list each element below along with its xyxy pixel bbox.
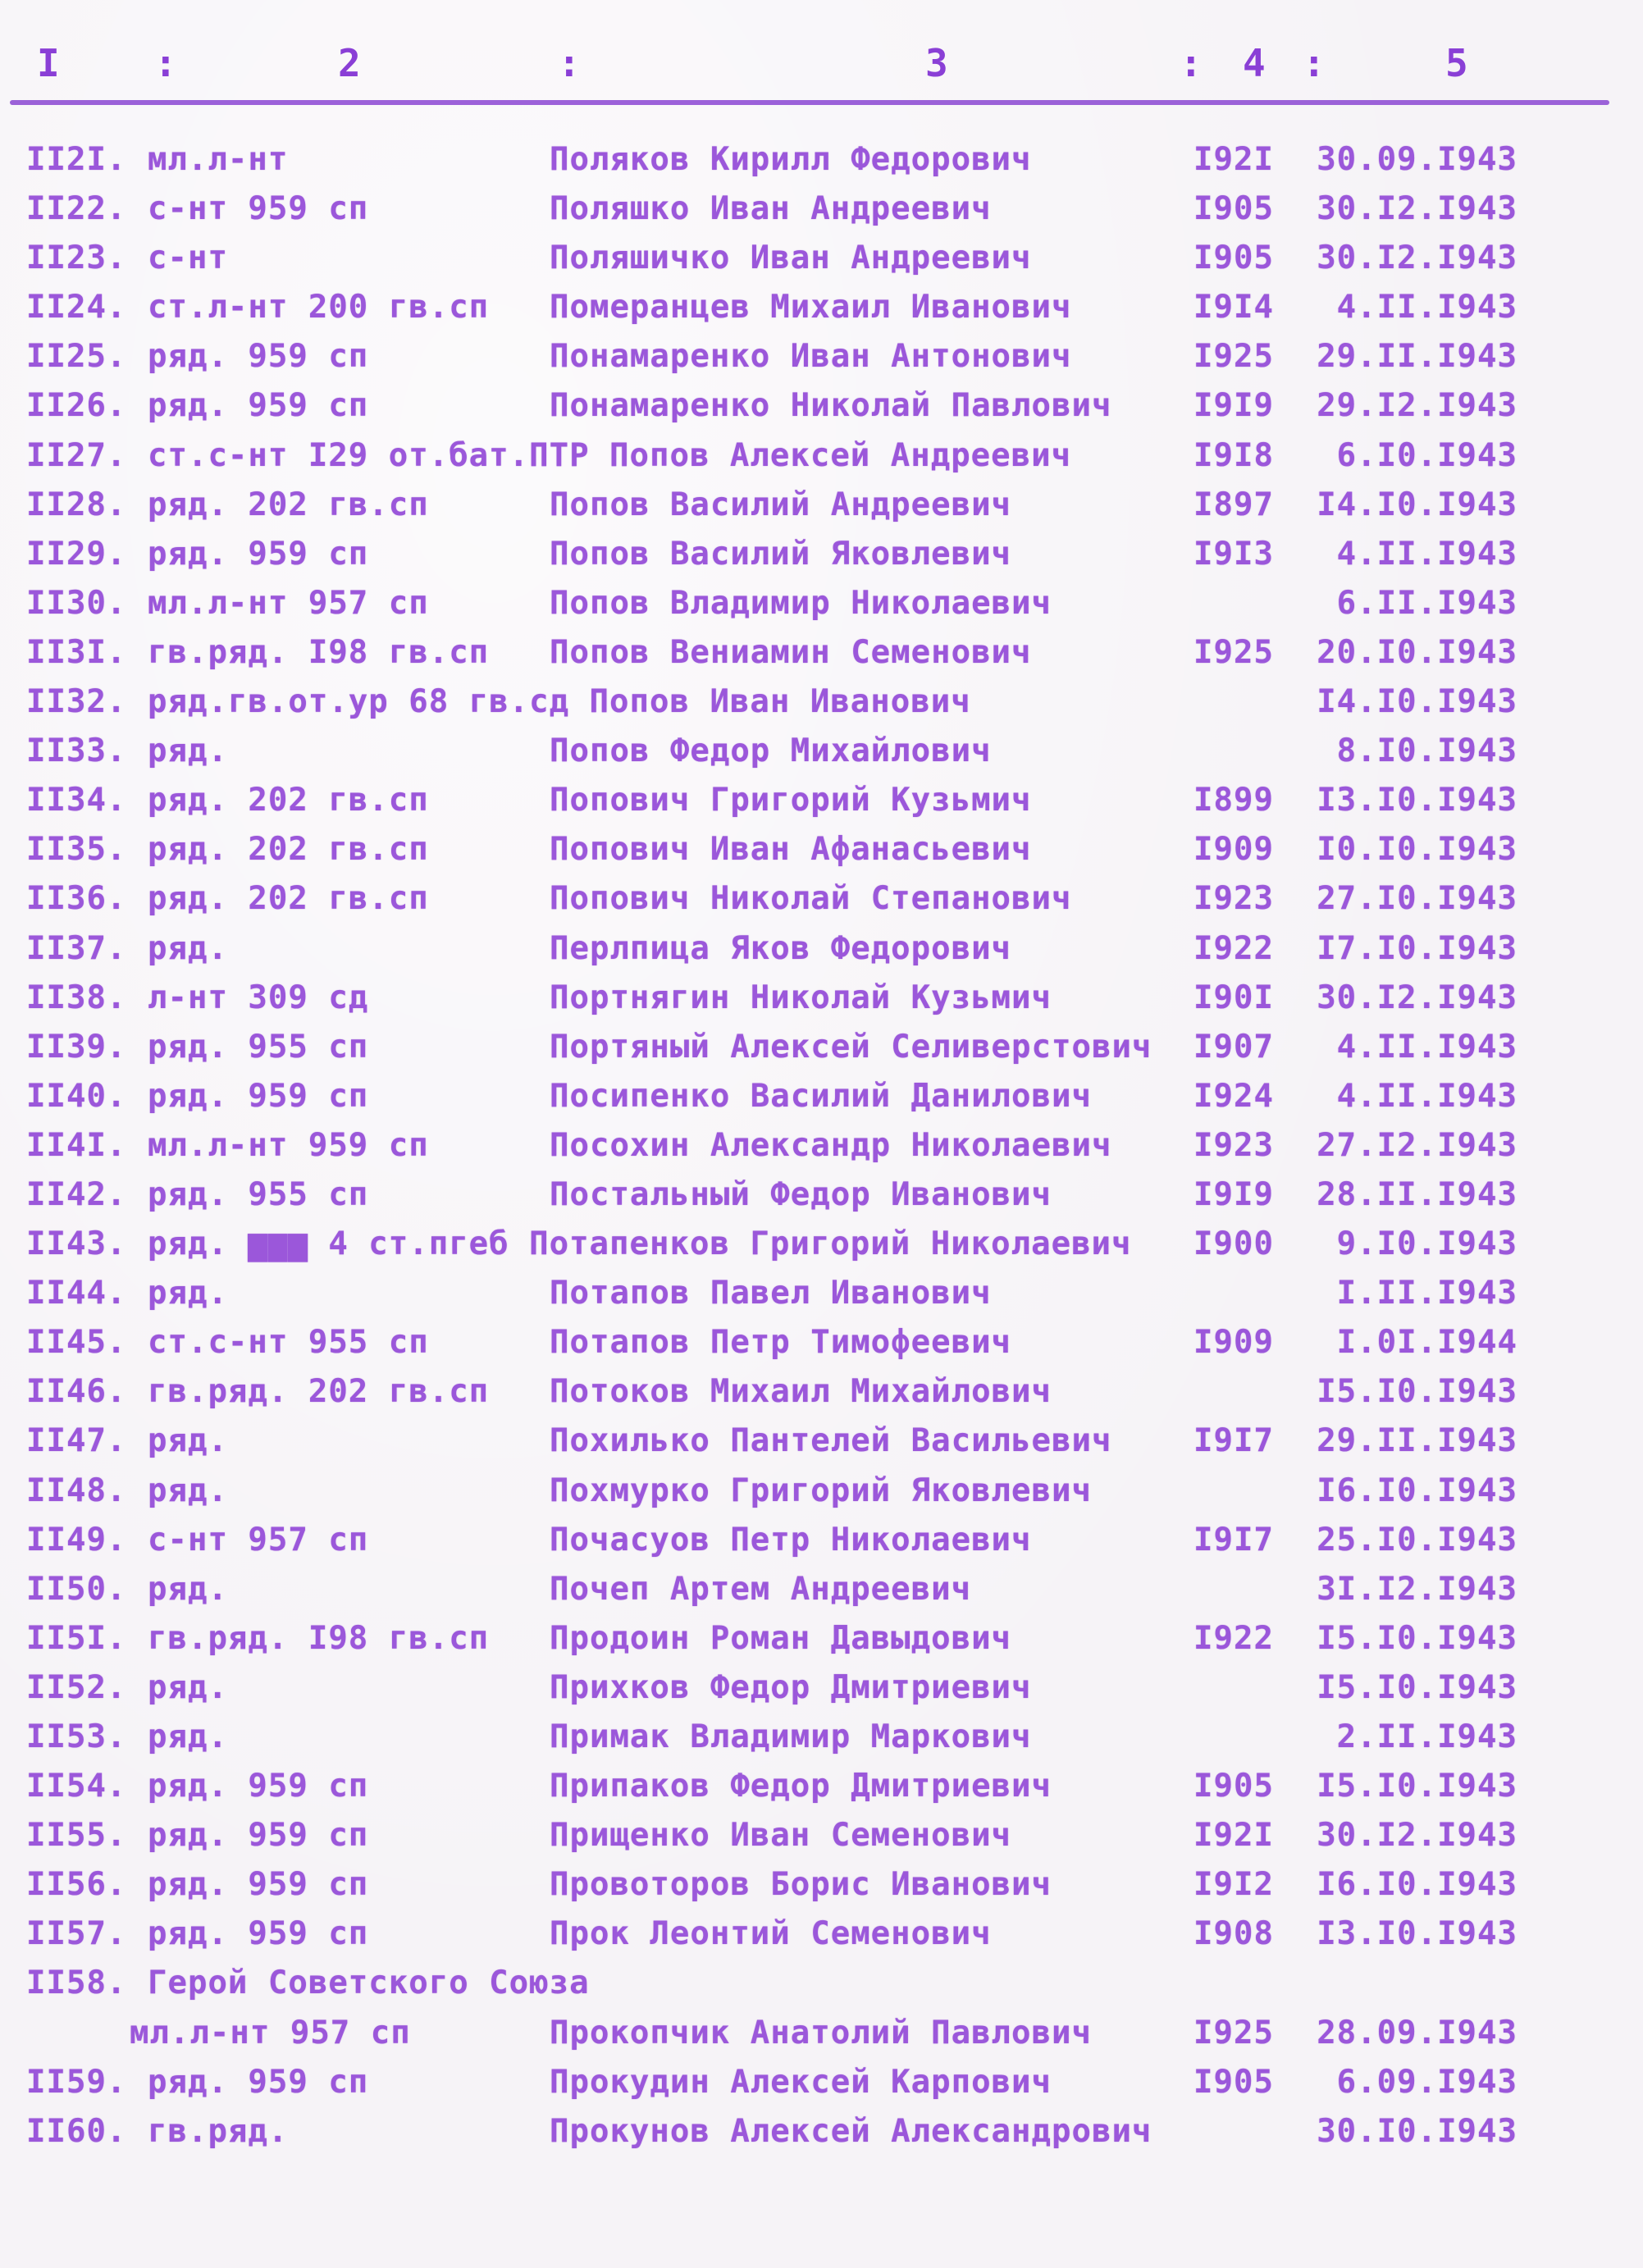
table-row [0, 335, 1643, 384]
row-number: II26. [26, 387, 127, 425]
row-rank-unit: ряд. [148, 732, 228, 770]
row-date: 25.I0.I943 [1317, 1521, 1517, 1558]
row-birth-year: I905 [1193, 240, 1274, 277]
table-row [0, 2110, 1643, 2159]
row-date: I0.I0.I943 [1317, 831, 1517, 869]
row-number: II40. [26, 1077, 127, 1115]
header-sep4: : [1303, 41, 1327, 85]
row-birth-year: I9I8 [1193, 436, 1274, 474]
header-col5: 5 [1445, 41, 1470, 85]
row-name: Почеп Артем Андреевич [550, 1570, 972, 1608]
row-name: Поляшко Иван Андреевич [550, 190, 992, 228]
table-row [0, 1124, 1643, 1173]
row-birth-year: I905 [1193, 1768, 1274, 1805]
row-birth-year: I9I9 [1193, 1175, 1274, 1213]
row-birth-year: I905 [1193, 2063, 1274, 2101]
row-birth-year: I922 [1193, 929, 1274, 967]
row-rank-unit: гв.ряд. I98 гв.сп [148, 1619, 490, 1657]
row-name: Прок Леонтий Семенович [550, 1915, 992, 1953]
header-col3: 3 [925, 41, 950, 85]
row-number: II3I. [26, 633, 127, 671]
header-sep2: : [558, 41, 582, 85]
row-number: II44. [26, 1275, 127, 1312]
table-row [0, 434, 1643, 483]
row-date: 6.I0.I943 [1336, 436, 1517, 474]
row-rank-unit: Герой Советского Союза [148, 1965, 590, 2002]
row-name: Постальный Федор Иванович [550, 1175, 1052, 1213]
row-name: Потоков Михаил Михайлович [550, 1373, 1052, 1411]
row-date: 6.II.I943 [1336, 584, 1517, 622]
row-birth-year: I9I7 [1193, 1422, 1274, 1460]
row-rank-unit: ряд. [148, 1570, 228, 1608]
table-row [0, 1075, 1643, 1124]
row-name: Прокопчик Анатолий Павлович [550, 2014, 1092, 2051]
table-row [0, 828, 1643, 877]
row-number: II39. [26, 1028, 127, 1066]
row-number: II23. [26, 240, 127, 277]
row-birth-year: I9I2 [1193, 1866, 1274, 1904]
row-number: II35. [26, 831, 127, 869]
table-row [0, 1025, 1643, 1075]
row-rank-unit: мл.л-нт 959 сп [148, 1126, 429, 1164]
table-row [0, 1961, 1643, 2010]
row-rank-unit: л-нт 309 сд [148, 979, 369, 1016]
row-rank-unit: мл.л-нт [148, 141, 289, 178]
row-date: I6.I0.I943 [1317, 1866, 1517, 1904]
row-rank-unit: ст.с-нт 955 сп [148, 1324, 429, 1362]
row-name: Перлпица Яков Федорович [550, 929, 1012, 967]
row-number: II24. [26, 289, 127, 326]
row-date: 3I.I2.I943 [1317, 1570, 1517, 1608]
row-date: I.II.I943 [1336, 1275, 1517, 1312]
row-birth-year: I907 [1193, 1028, 1274, 1066]
row-number: II47. [26, 1422, 127, 1460]
row-date: 2.II.I943 [1336, 1718, 1517, 1755]
header-rule [10, 100, 1609, 105]
row-date: I4.I0.I943 [1317, 486, 1517, 523]
row-name: Посипенко Василий Данилович [550, 1077, 1092, 1115]
row-date: 8.I0.I943 [1336, 732, 1517, 770]
row-date: 30.I0.I943 [1317, 2112, 1517, 2150]
row-rank-unit: ряд. 955 сп [148, 1175, 369, 1213]
table-row [0, 532, 1643, 582]
row-date: 4.II.I943 [1336, 289, 1517, 326]
row-date: I3.I0.I943 [1317, 782, 1517, 819]
row-rank-unit: с-нт [148, 240, 228, 277]
row-number: II58. [26, 1965, 127, 2002]
table-row [0, 877, 1643, 926]
row-rank-unit: ряд. 955 сп [148, 1028, 369, 1066]
table-row [0, 1469, 1643, 1518]
table-row [0, 1617, 1643, 1666]
row-name: Припаков Федор Дмитриевич [550, 1768, 1052, 1805]
table-row [0, 1666, 1643, 1715]
table-row [0, 138, 1643, 187]
row-number: II54. [26, 1768, 127, 1805]
row-date: I7.I0.I943 [1317, 929, 1517, 967]
table-row [0, 1715, 1643, 1764]
row-name: Попович Григорий Кузьмич [550, 782, 1032, 819]
row-name: Попов Василий Яковлевич [550, 535, 1012, 573]
row-name: Померанцев Михаил Иванович [550, 289, 1072, 326]
row-name: Прихков Федор Дмитриевич [550, 1668, 1032, 1706]
table-row [0, 1863, 1643, 1912]
row-rank-unit: мл.л-нт 957 сп [130, 2014, 411, 2051]
row-name: Попов Вениамин Семенович [550, 633, 1032, 671]
row-rank-unit: ряд. 959 сп [148, 1866, 369, 1904]
row-date: 20.I0.I943 [1317, 633, 1517, 671]
row-rank-unit: ряд. 959 сп [148, 387, 369, 425]
table-row [0, 631, 1643, 680]
row-date: 30.I2.I943 [1317, 979, 1517, 1016]
row-birth-year: I9I7 [1193, 1521, 1274, 1558]
row-name: Прокудин Алексей Карпович [550, 2063, 1052, 2101]
row-birth-year: I900 [1193, 1225, 1274, 1263]
row-birth-year: I925 [1193, 2014, 1274, 2051]
row-date: 4.II.I943 [1336, 1028, 1517, 1066]
row-rank-unit: ряд. 959 сп [148, 1915, 369, 1953]
row-number: II43. [26, 1225, 127, 1263]
row-number: II45. [26, 1324, 127, 1362]
row-number: II4I. [26, 1126, 127, 1164]
row-birth-year: I92I [1193, 141, 1274, 178]
table-row [0, 1321, 1643, 1370]
row-number: II52. [26, 1668, 127, 1706]
row-date: 29.II.I943 [1317, 1422, 1517, 1460]
row-name: Примак Владимир Маркович [550, 1718, 1032, 1755]
row-rank-unit: ст.с-нт I29 от.бат.ПТР Попов Алексей Андреевич [148, 436, 1072, 474]
row-rank-unit: ряд. [148, 929, 228, 967]
row-rank-unit: ряд. 202 гв.сп [148, 880, 429, 918]
row-rank-unit: гв.ряд. 202 гв.сп [148, 1373, 490, 1411]
table-row [0, 384, 1643, 433]
row-rank-unit: мл.л-нт 957 сп [148, 584, 429, 622]
row-number: II29. [26, 535, 127, 573]
row-number: II36. [26, 880, 127, 918]
row-date: 29.II.I943 [1317, 338, 1517, 376]
row-number: II49. [26, 1521, 127, 1558]
row-rank-unit: ряд. 959 сп [148, 2063, 369, 2101]
row-birth-year: I922 [1193, 1619, 1274, 1657]
row-rank-unit: ряд. 202 гв.сп [148, 486, 429, 523]
row-date: 30.I2.I943 [1317, 1817, 1517, 1855]
row-birth-year: I9I3 [1193, 535, 1274, 573]
row-birth-year: I908 [1193, 1915, 1274, 1953]
row-number: II50. [26, 1570, 127, 1608]
row-number: II27. [26, 436, 127, 474]
table-row [0, 483, 1643, 532]
row-date: 6.09.I943 [1336, 2063, 1517, 2101]
row-date: I5.I0.I943 [1317, 1373, 1517, 1411]
row-number: II32. [26, 683, 127, 721]
row-date: 28.09.I943 [1317, 2014, 1517, 2051]
header-sep3: : [1180, 41, 1204, 85]
row-name: Посохин Александр Николаевич [550, 1126, 1112, 1164]
table-row [0, 285, 1643, 335]
table-row [0, 778, 1643, 828]
row-name: Попов Василий Андреевич [550, 486, 1012, 523]
row-date: 28.II.I943 [1317, 1175, 1517, 1213]
row-number: II59. [26, 2063, 127, 2101]
row-rank-unit: ряд. [148, 1275, 228, 1312]
row-birth-year: I92I [1193, 1817, 1274, 1855]
row-birth-year: I925 [1193, 338, 1274, 376]
row-birth-year: I9I9 [1193, 387, 1274, 425]
row-rank-unit: ряд. 959 сп [148, 1817, 369, 1855]
table-row [0, 729, 1643, 778]
row-date: I5.I0.I943 [1317, 1668, 1517, 1706]
table-row [0, 1764, 1643, 1814]
row-date: I.0I.I944 [1336, 1324, 1517, 1362]
row-number: II60. [26, 2112, 127, 2150]
table-row [0, 976, 1643, 1025]
table-row [0, 236, 1643, 285]
row-date: I3.I0.I943 [1317, 1915, 1517, 1953]
row-number: II46. [26, 1373, 127, 1411]
row-name: Портнягин Николай Кузьмич [550, 979, 1052, 1016]
table-row [0, 1814, 1643, 1863]
row-date: 30.I2.I943 [1317, 240, 1517, 277]
row-number: II22. [26, 190, 127, 228]
table-row [0, 1419, 1643, 1468]
row-number: II25. [26, 338, 127, 376]
row-number: II28. [26, 486, 127, 523]
row-date: 29.I2.I943 [1317, 387, 1517, 425]
row-number: II42. [26, 1175, 127, 1213]
row-birth-year: I90I [1193, 979, 1274, 1016]
row-rank-unit: ряд. 202 гв.сп [148, 782, 429, 819]
row-number: II34. [26, 782, 127, 819]
row-name: Почасуов Петр Николаевич [550, 1521, 1032, 1558]
row-birth-year: I9I4 [1193, 289, 1274, 326]
table-row [0, 1568, 1643, 1617]
row-name: Попов Владимир Николаевич [550, 584, 1052, 622]
header-col4: 4 [1243, 41, 1267, 85]
row-number: II56. [26, 1866, 127, 1904]
table-row [0, 582, 1643, 631]
row-name: Попович Николай Степанович [550, 880, 1072, 918]
table-row [0, 2011, 1643, 2060]
row-date: 30.I2.I943 [1317, 190, 1517, 228]
header-col1: I [37, 41, 62, 85]
row-rank-unit: ряд. 959 сп [148, 1768, 369, 1805]
table-row [0, 1912, 1643, 1961]
row-birth-year: I897 [1193, 486, 1274, 523]
table-row [0, 680, 1643, 729]
table-row [0, 187, 1643, 236]
row-rank-unit: ряд. [148, 1422, 228, 1460]
row-rank-unit: гв.ряд. I98 гв.сп [148, 633, 490, 671]
table-row [0, 1518, 1643, 1568]
row-number: II53. [26, 1718, 127, 1755]
row-birth-year: I909 [1193, 831, 1274, 869]
row-date: I5.I0.I943 [1317, 1768, 1517, 1805]
row-number: II2I. [26, 141, 127, 178]
row-name: Попович Иван Афанасьевич [550, 831, 1032, 869]
row-name: Понамаренко Иван Антонович [550, 338, 1072, 376]
row-date: I4.I0.I943 [1317, 683, 1517, 721]
row-name: Поляшичко Иван Андреевич [550, 240, 1032, 277]
row-rank-unit: ряд. [148, 1472, 228, 1509]
row-name: Провоторов Борис Иванович [550, 1866, 1052, 1904]
row-birth-year: I909 [1193, 1324, 1274, 1362]
row-rank-unit: ряд.гв.от.ур 68 гв.сд Попов Иван Иванович [148, 683, 971, 721]
row-birth-year: I899 [1193, 782, 1274, 819]
table-row [0, 1173, 1643, 1222]
row-rank-unit: с-нт 957 сп [148, 1521, 369, 1558]
row-name: Портяный Алексей Селиверстович [550, 1028, 1152, 1066]
row-rank-unit: ряд. 202 гв.сп [148, 831, 429, 869]
row-name: Поляков Кирилл Федорович [550, 141, 1032, 178]
row-number: II33. [26, 732, 127, 770]
row-name: Потапов Павел Иванович [550, 1275, 992, 1312]
record-list [0, 138, 1643, 2159]
row-name: Понамаренко Николай Павлович [550, 387, 1112, 425]
row-birth-year: I923 [1193, 880, 1274, 918]
row-birth-year: I924 [1193, 1077, 1274, 1115]
row-rank-unit: гв.ряд. [148, 2112, 289, 2150]
row-name: Прокунов Алексей Александрович [550, 2112, 1152, 2150]
row-number: II38. [26, 979, 127, 1016]
table-row [0, 1222, 1643, 1271]
row-number: II30. [26, 584, 127, 622]
header-sep1: : [154, 41, 179, 85]
row-rank-unit: ряд. 959 сп [148, 338, 369, 376]
table-row [0, 2060, 1643, 2110]
row-rank-unit: ряд. 959 сп [148, 535, 369, 573]
row-date: I6.I0.I943 [1317, 1472, 1517, 1509]
table-row [0, 1271, 1643, 1321]
row-date: 27.I0.I943 [1317, 880, 1517, 918]
table-row [0, 927, 1643, 976]
row-number: II55. [26, 1817, 127, 1855]
row-date: 27.I2.I943 [1317, 1126, 1517, 1164]
row-rank-unit: ряд. [148, 1668, 228, 1706]
row-rank-unit: ряд. 959 сп [148, 1077, 369, 1115]
row-number: II57. [26, 1915, 127, 1953]
row-number: II48. [26, 1472, 127, 1509]
header-col2: 2 [338, 41, 363, 85]
row-number: II5I. [26, 1619, 127, 1657]
row-rank-unit: с-нт 959 сп [148, 190, 369, 228]
row-name: Похмурко Григорий Яковлевич [550, 1472, 1092, 1509]
row-date: 4.II.I943 [1336, 1077, 1517, 1115]
row-date: I5.I0.I943 [1317, 1619, 1517, 1657]
row-name: Попов Федор Михайлович [550, 732, 992, 770]
row-birth-year: I923 [1193, 1126, 1274, 1164]
row-name: Потапов Петр Тимофеевич [550, 1324, 1012, 1362]
row-date: 9.I0.I943 [1336, 1225, 1517, 1263]
row-rank-unit: ряд. ▆▆▆ 4 ст.пгеб Потапенков Григорий Николаевич [148, 1225, 1132, 1263]
row-number: II37. [26, 929, 127, 967]
table-row [0, 1370, 1643, 1419]
row-rank-unit: ст.л-нт 200 гв.сп [148, 289, 490, 326]
row-date: 30.09.I943 [1317, 141, 1517, 178]
row-rank-unit: ряд. [148, 1718, 228, 1755]
row-name: Продоин Роман Давыдович [550, 1619, 1012, 1657]
row-birth-year: I925 [1193, 633, 1274, 671]
row-name: Прищенко Иван Семенович [550, 1817, 1012, 1855]
row-date: 4.II.I943 [1336, 535, 1517, 573]
row-name: Похилько Пантелей Васильевич [550, 1422, 1112, 1460]
row-birth-year: I905 [1193, 190, 1274, 228]
